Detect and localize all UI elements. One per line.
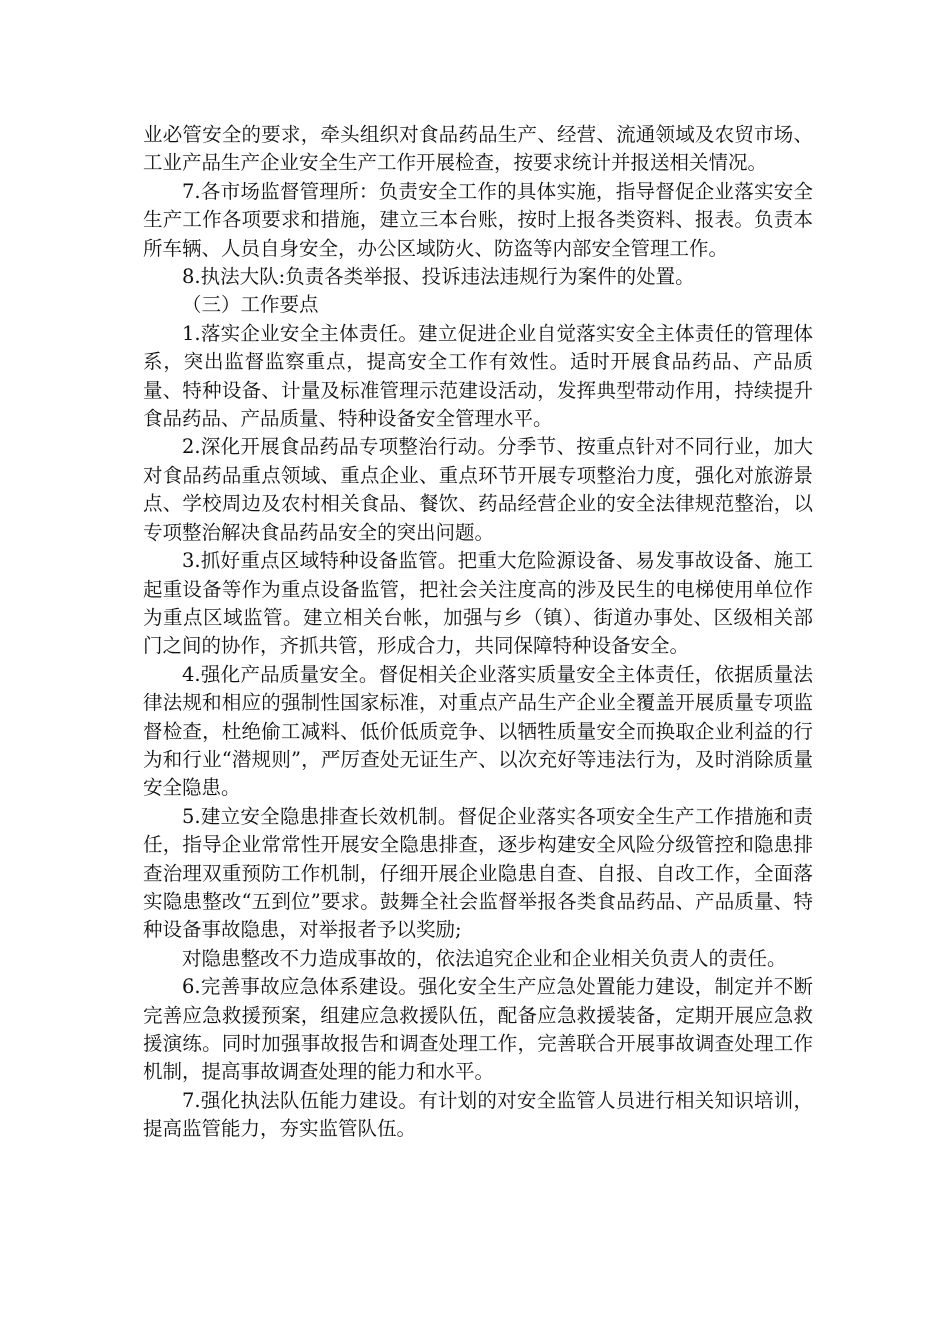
paragraph-point-4: 4.强化产品质量安全。督促相关企业落实质量安全主体责任，依据质量法律法规和相应的强制性国家标准，对重点产品生产企业全覆盖开展质量专项监督检查，杜绝偷工减料、低价低质竞争、以牺牲质量安全而换取企业利益的行为和行业“潜规则”，严厉查处无证生产、以次充好等违法行为，及时消除质量安全隐患。 (143, 662, 813, 800)
section-heading-work-points: （三）工作要点 (182, 293, 319, 317)
paragraph-point-5: 5.建立安全隐患排查长效机制。督促企业落实各项安全生产工作措施和责任，指导企业常常性开展安全隐患排查，逐步构建安全风险分级管控和隐患排查治理双重预防工作机制，仔细开展企业隐患自查、自报、自改工作，全面落实隐患整改“五到位”要求。鼓舞全社会监督举报各类食品药品、产品质量、特种设备事故隐患，对举报者予以奖励; (143, 804, 813, 942)
paragraph-point-3: 3.抓好重点区域特种设备监管。把重大危险源设备、易发事故设备、施工起重设备等作为重点设备监管，把社会关注度高的涉及民生的电梯使用单位作为重点区域监管。建立相关台帐，加强与乡（镇）、街道办事处、区级相关部门之间的协作，齐抓共管，形成合力，共同保障特种设备安全。 (143, 549, 813, 658)
paragraph-point-6: 6.完善事故应急体系建设。强化安全生产应急处置能力建设，制定并不断完善应急救援预案，组建应急救援队伍，配备应急救援装备，定期开展应急救援演练。同时加强事故报告和调查处理工作，完善联合开展事故调查处理工作机制，提高事故调查处理的能力和水平。 (143, 975, 813, 1084)
paragraph-item-8-enforcement: 8.执法大队:负责各类举报、投诉违法违规行为案件的处置。 (182, 265, 695, 289)
document-body (143, 121, 813, 1144)
paragraph-continuation: 业必管安全的要求，牵头组织对食品药品生产、经营、流通领域及农贸市场、工业产品生产企业安全生产工作开展检查，按要求统计并报送相关情况。 (143, 123, 813, 175)
paragraph-point-7: 7.强化执法队伍能力建设。有计划的对安全监管人员进行相关知识培训，提高监管能力，夯实监管队伍。 (143, 1088, 813, 1141)
paragraph-point-1: 1.落实企业安全主体责任。建立促进企业自觉落实安全主体责任的管理体系，突出监督监察重点，提高安全工作有效性。适时开展食品药品、产品质量、特种设备、计量及标准管理示范建设活动，发挥典型带动作用，持续提升食品药品、产品质量、特种设备安全管理水平。 (143, 321, 813, 431)
paragraph-item-7-market-offices: 7.各市场监督管理所：负责安全工作的具体实施，指导督促企业落实安全生产工作各项要求和措施，建立三本台账，按时上报各类资料、报表。负责本所车辆、人员自身安全，办公区域防火、防盗等内部安全管理工作。 (143, 179, 813, 260)
paragraph-point-2: 2.深化开展食品药品专项整治行动。分季节、按重点针对不同行业，加大对食品药品重点领域、重点企业、重点环节开展专项整治力度，强化对旅游景点、学校周边及农村相关食品、餐饮、药品经营企业的安全法律规范整治，以专项整治解决食品药品安全的突出问题。 (143, 435, 813, 544)
paragraph-point-5-continued: 对隐患整改不力造成事故的，依法追究企业和企业相关负责人的责任。 (182, 946, 787, 970)
